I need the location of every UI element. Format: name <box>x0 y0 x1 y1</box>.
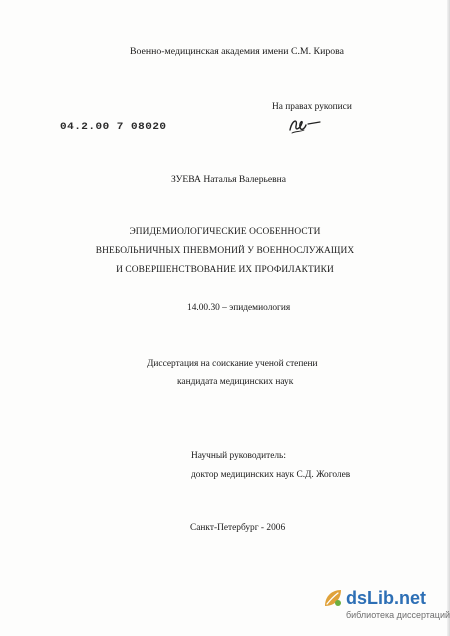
watermark-brand: dsLib.net <box>346 588 426 608</box>
specialty-code: 14.00.30 – эпидемиология <box>187 303 291 313</box>
city-year: Санкт-Петербург - 2006 <box>190 523 286 533</box>
thesis-title-line-3: И СОВЕРШЕНСТВОВАНИЕ ИХ ПРОФИЛАКТИКИ <box>116 265 334 275</box>
thesis-title-line-1: ЭПИДЕМИОЛОГИЧЕСКИЕ ОСОБЕННОСТИ <box>129 227 321 237</box>
thesis-title-line-2: ВНЕБОЛЬНИЧНЫХ ПНЕВМОНИЙ У ВОЕННОСЛУЖАЩИХ <box>95 246 355 256</box>
institution-name: Военно-медицинская академия имени С.М. Кирова <box>130 46 344 57</box>
degree-statement-line-2: кандидата медицинских наук <box>177 377 294 387</box>
dslib-watermark[interactable] <box>322 587 450 627</box>
watermark-tagline: библиотека диссертаций <box>346 610 450 620</box>
leaf-logo-icon <box>322 587 344 609</box>
degree-statement-line-1: Диссертация на соискание ученой степени <box>147 359 318 369</box>
supervisor-name: доктор медицинских наук С.Д. Жоголев <box>191 470 351 480</box>
archive-stamp-code: 04.2.00 7 08020 <box>60 121 167 133</box>
supervisor-label: Научный руководитель: <box>191 451 286 461</box>
handwritten-signature <box>286 114 326 136</box>
author-name: ЗУЕВА Наталья Валерьевна <box>171 174 287 185</box>
manuscript-rights-label: На правах рукописи <box>272 102 352 112</box>
